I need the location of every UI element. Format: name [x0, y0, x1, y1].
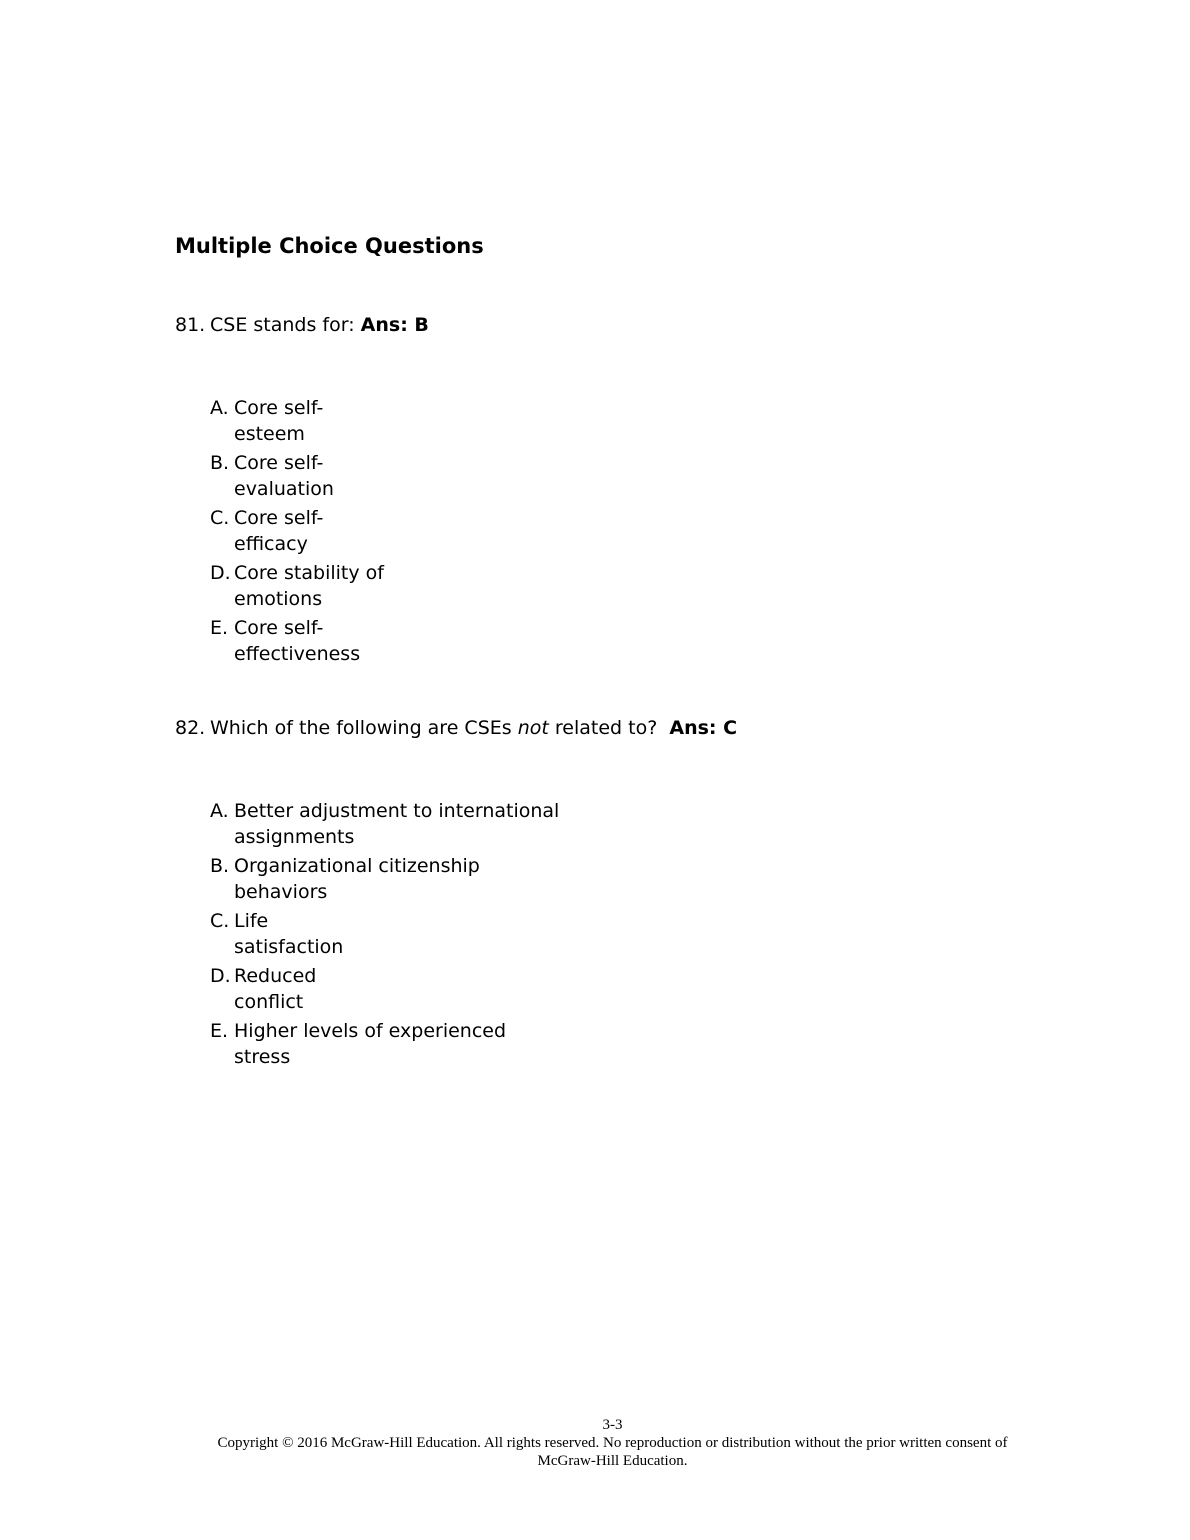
option-text-line: Core stability of	[234, 562, 384, 584]
option-d	[210, 560, 384, 612]
option-letter: E.	[210, 1020, 229, 1042]
option-letter: C.	[210, 910, 230, 932]
question-82-options	[210, 798, 559, 1073]
option-text-line: Life	[234, 910, 269, 932]
option-letter: B.	[210, 452, 230, 474]
section-title: Multiple Choice Questions	[175, 234, 484, 258]
option-d	[210, 963, 559, 1015]
option-letter: D.	[210, 562, 231, 584]
option-text	[234, 1018, 506, 1070]
option-text-line: Reduced	[234, 965, 317, 987]
answer-key: Ans: C	[669, 717, 738, 739]
page-footer	[0, 1416, 1190, 1470]
option-a	[210, 395, 384, 447]
option-text-line: assignments	[234, 826, 355, 848]
option-letter: A.	[210, 800, 229, 822]
option-text-line: stress	[234, 1046, 291, 1068]
option-c	[210, 908, 559, 960]
option-letter: D.	[210, 965, 231, 987]
option-text-line: evaluation	[234, 478, 334, 500]
option-text	[234, 853, 480, 905]
option-text-line: Higher levels of experienced	[234, 1020, 507, 1042]
option-e	[210, 1018, 559, 1070]
option-text-line: behaviors	[234, 881, 328, 903]
option-text-line: Core self-	[234, 617, 324, 639]
page-number: 3-3	[602, 1417, 623, 1433]
option-b	[210, 450, 384, 502]
question-81-options	[210, 395, 384, 670]
question-81	[175, 312, 429, 338]
option-text	[234, 505, 323, 557]
option-b	[210, 853, 559, 905]
option-text-line: emotions	[234, 588, 323, 610]
option-a	[210, 798, 559, 850]
copyright-line-1: Copyright © 2016 McGraw-Hill Education. All rights reserved. No reproduction or distribution without the prior written consent of	[217, 1435, 1008, 1451]
option-text-line: Core self-	[234, 507, 324, 529]
option-text-line: conflict	[234, 991, 304, 1013]
question-82	[175, 715, 737, 741]
option-text-line: Core self-	[234, 397, 324, 419]
option-text-line: esteem	[234, 423, 305, 445]
question-emphasis: not	[517, 717, 549, 739]
option-text-line: Core self-	[234, 452, 324, 474]
option-letter: B.	[210, 855, 230, 877]
option-c	[210, 505, 384, 557]
option-text	[234, 395, 323, 447]
question-text: CSE stands for:	[210, 314, 355, 336]
option-letter: E.	[210, 617, 229, 639]
option-e	[210, 615, 384, 667]
question-number: 81.	[175, 314, 206, 336]
option-text	[234, 908, 343, 960]
option-text-line: effectiveness	[234, 643, 361, 665]
copyright-line-2: McGraw-Hill Education.	[537, 1453, 688, 1469]
option-text-line: satisfaction	[234, 936, 344, 958]
question-text: Which of the following are CSEs	[210, 717, 512, 739]
option-text-line: Organizational citizenship	[234, 855, 480, 877]
question-number: 82.	[175, 717, 206, 739]
option-text	[234, 560, 384, 612]
option-text	[234, 963, 316, 1015]
option-letter: C.	[210, 507, 230, 529]
option-text	[234, 798, 559, 850]
option-text-line: efficacy	[234, 533, 308, 555]
option-text	[234, 615, 360, 667]
question-text-end: related to?	[554, 717, 658, 739]
option-text	[234, 450, 334, 502]
option-letter: A.	[210, 397, 229, 419]
option-text-line: Better adjustment to international	[234, 800, 560, 822]
answer-key: Ans: B	[360, 314, 429, 336]
